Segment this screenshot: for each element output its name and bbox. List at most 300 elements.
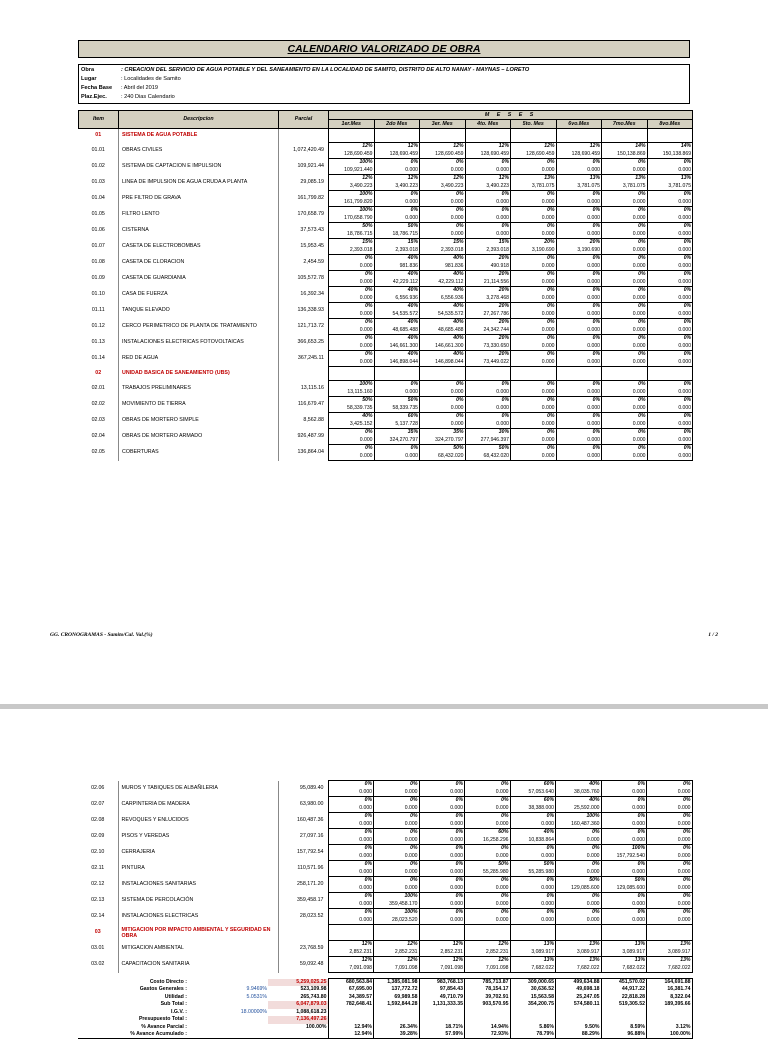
month-amount: 0.000 — [419, 885, 465, 893]
summary-row — [78, 1001, 692, 1009]
table-row — [78, 909, 692, 917]
month-amount: 0.000 — [556, 437, 602, 445]
summary-amount: 7,136,497.26 — [268, 1016, 328, 1024]
summary-month-value: 49,698.18 — [556, 986, 602, 994]
month-amount: 3,781.075 — [556, 183, 602, 191]
month-amount: 0.000 — [374, 853, 420, 861]
month-percent: 0% — [329, 271, 375, 279]
summary-month-value: 72.93% — [465, 1031, 511, 1039]
table-row — [78, 957, 692, 965]
month-percent: 0% — [419, 877, 465, 885]
item-code: 02.03 — [91, 417, 105, 423]
item-description: MOVIMIENTO DE TIERRA — [119, 397, 279, 413]
month-percent: 0% — [511, 429, 557, 437]
summary-month-value: 78.79% — [510, 1031, 556, 1039]
summary-percent — [188, 1031, 268, 1039]
month-amount: 0.000 — [420, 199, 466, 207]
month-amount: 0.000 — [374, 885, 420, 893]
month-percent: 0% — [511, 271, 557, 279]
item-description: MUROS Y TABIQUES DE ALBAÑILERIA — [118, 781, 278, 797]
month-amount: 73,449.022 — [465, 359, 511, 367]
summary-month-value: 15,563.58 — [510, 994, 556, 1002]
item-parcial: 157,792.54 — [278, 845, 328, 861]
month-amount: 3,089.917 — [601, 949, 647, 957]
month-percent: 50% — [329, 223, 375, 231]
month-amount: 0.000 — [328, 885, 374, 893]
month-amount: 0.000 — [647, 199, 693, 207]
header-parcial: Parcial — [279, 111, 329, 129]
month-percent: 0% — [647, 445, 693, 453]
month-amount: 0.000 — [602, 405, 648, 413]
empty-month-cell — [328, 925, 374, 941]
month-percent: 0% — [465, 159, 511, 167]
item-parcial: 28,023.52 — [278, 909, 328, 925]
empty-month-cell — [556, 129, 602, 143]
month-amount: 0.000 — [647, 453, 693, 461]
month-amount: 0.000 — [601, 805, 647, 813]
summary-amount: 6,047,879.03 — [268, 1001, 328, 1009]
month-percent: 0% — [647, 255, 693, 263]
table-row — [78, 797, 692, 805]
item-description: LINEA DE IMPULSION DE AGUA CRUDA A PLANTA — [119, 175, 279, 191]
month-percent: 0% — [465, 223, 511, 231]
summary-month-value: 519,305.52 — [601, 1001, 647, 1009]
month-percent: 0% — [602, 159, 648, 167]
empty-month-cell — [419, 925, 465, 941]
month-percent: 0% — [602, 335, 648, 343]
month-percent: 0% — [556, 255, 602, 263]
summary-month-value — [556, 1016, 602, 1024]
summary-amount: 523,109.98 — [300, 986, 327, 993]
month-amount: 324,270.797 — [374, 437, 420, 445]
month-amount: 0.000 — [601, 901, 647, 909]
month-percent: 40% — [420, 255, 466, 263]
month-amount: 7,682.022 — [647, 965, 693, 973]
month-percent: 15% — [374, 239, 420, 247]
item-description: MITIGACION AMBIENTAL — [118, 941, 278, 957]
month-percent: 0% — [328, 909, 374, 917]
item-parcial: 95,089.40 — [278, 781, 328, 797]
item-description: PINTURA — [118, 861, 278, 877]
month-amount: 0.000 — [647, 853, 693, 861]
month-amount: 73,330.650 — [465, 343, 511, 351]
month-percent: 0% — [602, 255, 648, 263]
month-amount: 0.000 — [329, 279, 375, 287]
month-percent: 0% — [511, 319, 557, 327]
month-percent: 0% — [647, 319, 693, 327]
month-percent: 0% — [601, 813, 647, 821]
month-percent: 0% — [329, 255, 375, 263]
month-amount: 277,946.397 — [465, 437, 511, 445]
empty-month-cell — [374, 129, 420, 143]
month-amount: 0.000 — [465, 805, 511, 813]
month-percent: 0% — [419, 861, 465, 869]
month-percent: 12% — [328, 941, 374, 949]
item-code: 02.13 — [91, 897, 105, 903]
month-amount: 2,852.231 — [419, 949, 465, 957]
month-amount: 7,091.098 — [328, 965, 374, 973]
month-amount: 0.000 — [647, 167, 693, 175]
item-parcial: 59,092.48 — [278, 957, 328, 973]
project-info-box — [78, 64, 690, 104]
summary-month-value: 9.50% — [556, 1024, 602, 1032]
table-row — [79, 287, 693, 295]
month-amount: 0.000 — [374, 389, 420, 397]
month-percent: 20% — [556, 239, 602, 247]
month-percent: 0% — [374, 829, 420, 837]
item-code: 02.14 — [91, 913, 105, 919]
month-amount: 0.000 — [511, 389, 557, 397]
month-amount: 3,190.690 — [556, 247, 602, 255]
month-amount: 3,190.690 — [511, 247, 557, 255]
month-percent: 0% — [647, 429, 693, 437]
month-percent: 0% — [465, 207, 511, 215]
month-amount: 0.000 — [647, 917, 693, 925]
item-description: TRABAJOS PRELIMINARES — [119, 381, 279, 397]
month-percent: 13% — [602, 175, 648, 183]
month-percent: 50% — [420, 445, 466, 453]
month-amount: 6,556.936 — [420, 295, 466, 303]
item-parcial: 366,653.25 — [279, 335, 329, 351]
table-row — [79, 397, 693, 405]
month-amount: 38,035.760 — [556, 789, 602, 797]
summary-label: Utilidad : — [164, 993, 187, 1000]
month-percent: 0% — [465, 797, 511, 805]
summary-month-value: 574,580.11 — [556, 1001, 602, 1009]
month-amount: 150,138.869 — [647, 151, 693, 159]
month-percent: 0% — [419, 909, 465, 917]
month-amount: 0.000 — [465, 917, 511, 925]
month-percent: 13% — [510, 941, 556, 949]
month-amount: 3,490.223 — [329, 183, 375, 191]
month-percent: 100% — [329, 207, 375, 215]
month-percent: 0% — [602, 223, 648, 231]
month-percent: 0% — [328, 877, 374, 885]
month-percent: 20% — [465, 287, 511, 295]
empty-month-cell — [601, 925, 647, 941]
info-value: : Localidades de Samito — [121, 76, 181, 82]
item-code: 02.04 — [91, 433, 105, 439]
summary-month-value: 5.86% — [510, 1024, 556, 1032]
month-percent: 0% — [511, 335, 557, 343]
month-amount: 0.000 — [556, 295, 602, 303]
month-percent: 35% — [374, 429, 420, 437]
group-item-code: 03 — [94, 929, 101, 935]
item-code: 01.06 — [91, 227, 105, 233]
month-percent: 13% — [556, 175, 602, 183]
month-percent: 0% — [419, 797, 465, 805]
month-amount: 0.000 — [328, 805, 374, 813]
month-amount: 0.000 — [511, 421, 557, 429]
month-percent: 0% — [647, 335, 693, 343]
month-percent: 20% — [465, 351, 511, 359]
month-amount: 0.000 — [420, 389, 466, 397]
month-percent: 60% — [510, 797, 556, 805]
month-percent: 13% — [510, 957, 556, 965]
month-percent: 40% — [420, 303, 466, 311]
month-percent: 0% — [465, 381, 511, 389]
month-percent: 100% — [329, 381, 375, 389]
month-amount: 24,342.744 — [465, 327, 511, 335]
item-code: 02.08 — [91, 817, 105, 823]
month-amount: 3,089.917 — [556, 949, 602, 957]
header-month-7: 7mo.Mes — [602, 120, 648, 129]
month-percent: 20% — [465, 319, 511, 327]
summary-month-value — [374, 1016, 420, 1024]
empty-month-cell — [329, 367, 375, 381]
month-percent: 0% — [419, 845, 465, 853]
month-percent: 0% — [328, 861, 374, 869]
month-percent: 0% — [556, 319, 602, 327]
month-amount: 58,339.735 — [329, 405, 375, 413]
month-amount: 0.000 — [511, 453, 557, 461]
table-header-row — [79, 111, 693, 120]
month-percent: 0% — [420, 381, 466, 389]
summary-month-value: 189,395.66 — [647, 1001, 693, 1009]
header-month-6: 6vo.Mes — [556, 120, 602, 129]
month-percent: 50% — [465, 861, 511, 869]
month-percent: 0% — [374, 381, 420, 389]
item-parcial: 926,487.99 — [279, 429, 329, 445]
month-percent: 0% — [511, 287, 557, 295]
empty-month-cell — [647, 129, 693, 143]
month-percent: 50% — [329, 397, 375, 405]
month-percent: 0% — [602, 351, 648, 359]
month-amount: 16,258.296 — [465, 837, 511, 845]
month-amount: 0.000 — [556, 453, 602, 461]
month-amount: 0.000 — [328, 837, 374, 845]
month-percent: 12% — [329, 175, 375, 183]
month-percent: 0% — [419, 893, 465, 901]
page-2 — [0, 709, 768, 1037]
month-amount: 0.000 — [328, 789, 374, 797]
month-percent: 20% — [465, 255, 511, 263]
month-amount: 0.000 — [556, 199, 602, 207]
month-amount: 0.000 — [329, 437, 375, 445]
month-amount: 0.000 — [511, 215, 557, 223]
summary-month-value — [647, 1009, 693, 1017]
month-amount: 57,053.640 — [510, 789, 556, 797]
month-percent: 100% — [329, 191, 375, 199]
summary-month-value: 3.12% — [647, 1024, 693, 1032]
table-row — [78, 813, 692, 821]
month-percent: 0% — [647, 303, 693, 311]
month-percent: 50% — [374, 397, 420, 405]
month-amount: 0.000 — [510, 885, 556, 893]
summary-amount: 1,088,618.23 — [296, 1008, 327, 1015]
month-amount: 0.000 — [511, 279, 557, 287]
item-parcial: 63,980.00 — [278, 797, 328, 813]
month-amount: 0.000 — [602, 247, 648, 255]
month-amount: 0.000 — [420, 421, 466, 429]
item-code: 03.02 — [91, 961, 105, 967]
summary-month-value: 96.88% — [601, 1031, 647, 1039]
item-parcial: 8,562.88 — [279, 413, 329, 429]
summary-month-value — [510, 1016, 556, 1024]
month-percent: 0% — [647, 381, 693, 389]
table-row — [79, 175, 693, 183]
month-percent: 0% — [329, 445, 375, 453]
item-code: 01.08 — [91, 259, 105, 265]
group-row — [78, 925, 692, 941]
item-parcial: 161,799.82 — [279, 191, 329, 207]
month-percent: 40% — [329, 413, 375, 421]
month-percent: 0% — [510, 877, 556, 885]
month-percent: 35% — [420, 429, 466, 437]
month-percent: 0% — [601, 797, 647, 805]
summary-month-value — [647, 1016, 693, 1024]
summary-month-value: 983,768.13 — [419, 979, 465, 987]
table-row — [79, 271, 693, 279]
item-code: 01.02 — [91, 163, 105, 169]
month-percent: 12% — [374, 941, 420, 949]
summary-label: Costo Directo : — [149, 978, 187, 985]
month-percent: 0% — [556, 335, 602, 343]
month-amount: 0.000 — [647, 421, 693, 429]
month-percent: 0% — [602, 271, 648, 279]
item-description: PRE FILTRO DE GRAVA — [119, 191, 279, 207]
month-percent: 0% — [647, 861, 693, 869]
month-amount: 128,690.459 — [465, 151, 511, 159]
month-percent: 0% — [465, 877, 511, 885]
month-amount: 55,285.980 — [510, 869, 556, 877]
group-row — [79, 129, 693, 143]
month-amount: 0.000 — [647, 837, 693, 845]
month-amount: 0.000 — [556, 901, 602, 909]
month-percent: 20% — [465, 303, 511, 311]
month-percent: 12% — [465, 175, 511, 183]
empty-month-cell — [420, 367, 466, 381]
summary-month-value: 97,854.43 — [419, 986, 465, 994]
item-description: CASETA DE CLORACION — [119, 255, 279, 271]
month-amount: 0.000 — [556, 421, 602, 429]
month-amount: 0.000 — [465, 421, 511, 429]
summary-month-value: 49,710.79 — [419, 994, 465, 1002]
month-amount: 0.000 — [602, 437, 648, 445]
summary-month-value: 44,917.22 — [601, 986, 647, 994]
month-amount: 2,852.231 — [374, 949, 420, 957]
month-amount: 0.000 — [647, 821, 693, 829]
summary-month-value: 309,000.65 — [510, 979, 556, 987]
month-percent: 0% — [328, 781, 374, 789]
summary-month-value: 903,570.95 — [465, 1001, 511, 1009]
empty-month-cell — [465, 129, 511, 143]
summary-label: I.G.V. : — [171, 1008, 187, 1015]
month-amount: 0.000 — [329, 343, 375, 351]
item-parcial: 2,454.59 — [279, 255, 329, 271]
item-code: 01.14 — [91, 355, 105, 361]
month-percent: 40% — [420, 351, 466, 359]
month-amount: 0.000 — [328, 901, 374, 909]
month-percent: 0% — [511, 223, 557, 231]
info-label: Plaz.Ejec. — [81, 94, 107, 100]
header-month-3: 3er. Mes — [420, 120, 466, 129]
month-percent: 0% — [420, 191, 466, 199]
summary-label: Sub Total : — [160, 1001, 187, 1008]
month-percent: 13% — [556, 941, 602, 949]
group-item-code: 02 — [95, 370, 102, 376]
summary-label: Gastos Generales : — [139, 986, 187, 993]
month-percent: 0% — [511, 159, 557, 167]
month-percent: 100% — [556, 813, 602, 821]
month-amount: 0.000 — [602, 327, 648, 335]
month-percent: 0% — [374, 445, 420, 453]
month-percent: 0% — [465, 909, 511, 917]
month-percent: 0% — [328, 797, 374, 805]
month-percent: 0% — [647, 223, 693, 231]
month-percent: 12% — [419, 957, 465, 965]
schedule-table-page-1 — [78, 110, 693, 461]
item-parcial: 367,245.11 — [279, 351, 329, 367]
month-amount: 981.836 — [374, 263, 420, 271]
month-percent: 30% — [465, 429, 511, 437]
summary-month-value: 164,691.88 — [647, 979, 693, 987]
item-parcial: 37,573.43 — [279, 223, 329, 239]
month-percent: 0% — [328, 845, 374, 853]
item-description: CERCO PERIMETRICO DE PLANTA DE TRATAMIENTO — [119, 319, 279, 335]
empty-month-cell — [602, 129, 648, 143]
summary-row — [78, 1031, 692, 1039]
item-description: FILTRO LENTO — [119, 207, 279, 223]
month-amount: 0.000 — [602, 279, 648, 287]
table-row — [78, 781, 692, 789]
month-percent: 0% — [420, 223, 466, 231]
month-amount: 170,658.790 — [329, 215, 375, 223]
month-amount: 0.000 — [647, 311, 693, 319]
month-amount: 128,690.459 — [511, 151, 557, 159]
month-percent: 0% — [556, 191, 602, 199]
month-amount: 0.000 — [647, 805, 693, 813]
group-parcial-cell — [278, 925, 328, 941]
empty-month-cell — [511, 129, 557, 143]
item-description: CAPACITACION SANITARIA — [118, 957, 278, 973]
month-percent: 0% — [374, 159, 420, 167]
month-amount: 3,490.223 — [374, 183, 420, 191]
empty-month-cell — [420, 129, 466, 143]
item-parcial: 15,953.45 — [279, 239, 329, 255]
month-amount: 0.000 — [602, 215, 648, 223]
month-percent: 40% — [510, 829, 556, 837]
month-percent: 0% — [374, 191, 420, 199]
month-amount: 0.000 — [329, 311, 375, 319]
month-amount: 0.000 — [465, 231, 511, 239]
month-amount: 0.000 — [556, 359, 602, 367]
summary-month-value: 8.59% — [601, 1024, 647, 1032]
month-percent: 13% — [647, 175, 693, 183]
summary-percent — [188, 1001, 268, 1009]
month-amount: 0.000 — [647, 869, 693, 877]
month-amount: 3,089.917 — [510, 949, 556, 957]
item-code: 01.11 — [91, 307, 105, 313]
month-percent: 0% — [419, 813, 465, 821]
item-parcial: 136,338.93 — [279, 303, 329, 319]
month-percent: 0% — [647, 781, 693, 789]
item-parcial: 110,571.96 — [278, 861, 328, 877]
summary-percent — [188, 1016, 268, 1024]
summary-month-value — [556, 1009, 602, 1017]
month-percent: 0% — [511, 381, 557, 389]
month-amount: 13,115.160 — [329, 389, 375, 397]
month-percent: 0% — [601, 781, 647, 789]
month-amount: 0.000 — [328, 869, 374, 877]
month-amount: 0.000 — [556, 853, 602, 861]
month-percent: 12% — [374, 175, 420, 183]
summary-percent: 5.0531% — [246, 993, 267, 1000]
item-code: 01.12 — [91, 323, 105, 329]
month-percent: 0% — [556, 861, 602, 869]
month-percent: 0% — [420, 159, 466, 167]
month-percent: 0% — [511, 255, 557, 263]
